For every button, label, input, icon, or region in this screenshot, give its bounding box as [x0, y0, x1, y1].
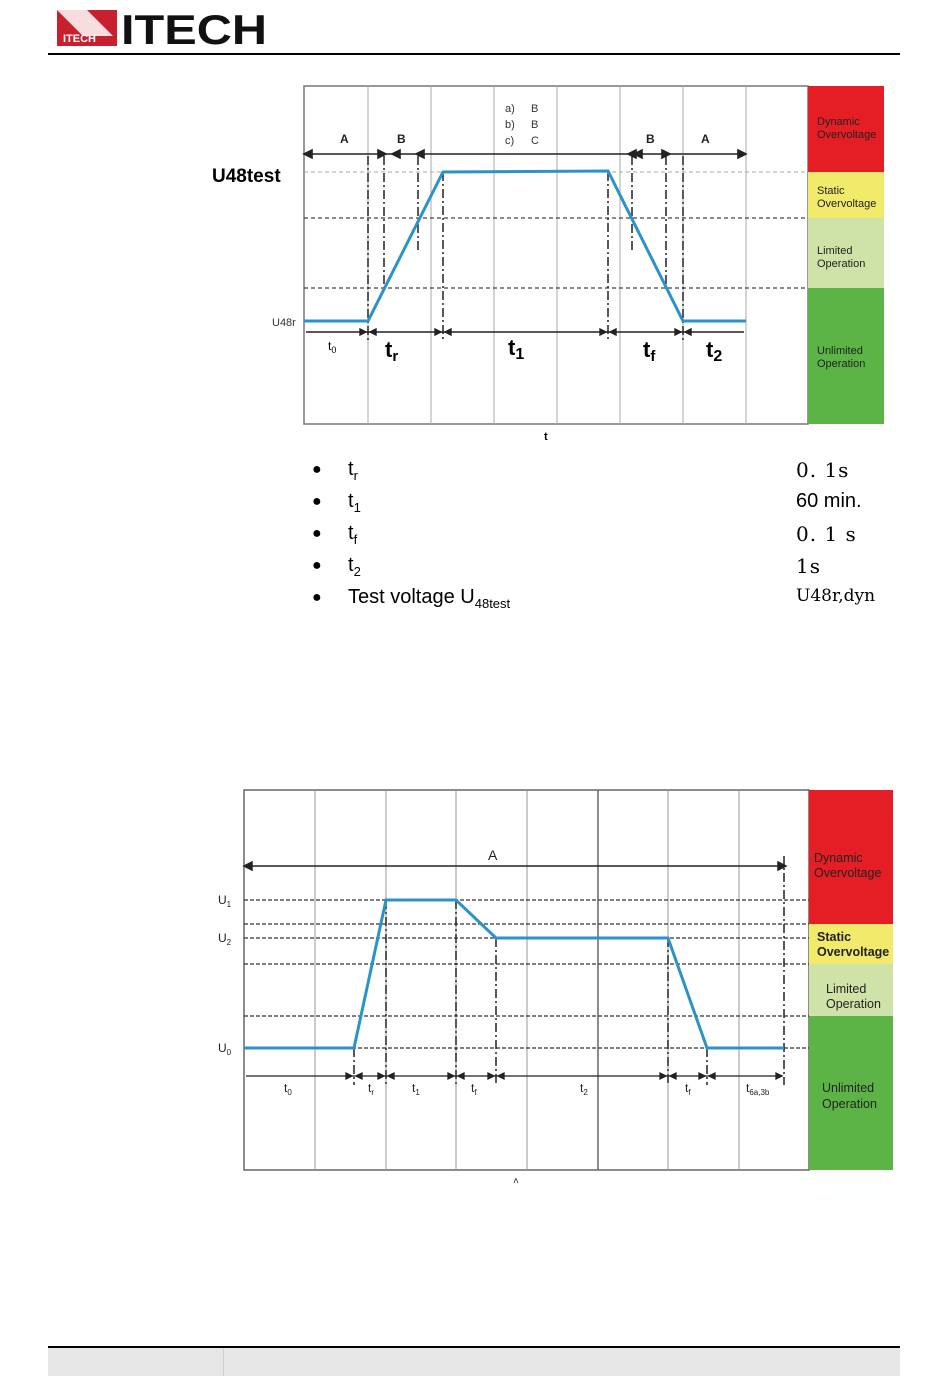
- header-rule: [48, 53, 900, 55]
- seg-label-b2: B: [646, 132, 655, 146]
- case-b: b): [505, 119, 515, 131]
- svg-text:ITECH: ITECH: [63, 33, 96, 45]
- zone2-dynamic-1: Dynamic: [814, 851, 863, 865]
- zone1-static-1: Static: [817, 185, 845, 197]
- u2-label: $U_2$: [218, 931, 232, 947]
- case-a: a): [505, 103, 515, 115]
- u0-label: $U_0$: [218, 1041, 232, 1057]
- t2-label: t: [706, 337, 714, 362]
- zone2-limited-1: Limited: [826, 982, 867, 996]
- zone1-limited-1: Limited: [817, 245, 853, 257]
- d2-t6a3b: $t_{6a,3b}$: [746, 1081, 770, 1097]
- param-test-voltage: ● Test voltage $U_{48test}$ U48r,dyn: [312, 586, 876, 611]
- case-b-value: B: [531, 119, 539, 131]
- zone2-unlimited-1: Unlimited: [822, 1081, 875, 1095]
- param-tr: ● $t_r$ 0. 1s: [312, 458, 850, 483]
- case-a-value: B: [531, 103, 539, 115]
- seg-label-a1: A: [340, 132, 349, 146]
- param-t2-value: 1s: [796, 554, 821, 578]
- zone2-limited-2: Operation: [826, 997, 881, 1011]
- t0-label: t: [328, 339, 332, 353]
- page-footer: [48, 1346, 900, 1376]
- span-label-a: A: [488, 847, 498, 863]
- tf-label: t: [643, 337, 651, 362]
- d2-tf: $t_f$: [471, 1081, 477, 1097]
- t0-sub: 0: [331, 345, 337, 355]
- zone1-limited-2: Operation: [817, 258, 866, 270]
- param-tf: ● $t_f$ 0. 1 s: [312, 522, 857, 547]
- zone2-unlimited-2: Operation: [822, 1097, 877, 1111]
- d2-t1: $t_1$: [412, 1081, 420, 1097]
- zone2-static-2: Overvoltage: [817, 945, 890, 959]
- t1-label: t: [508, 335, 516, 360]
- test-pulse-diagram-1: [200, 80, 890, 450]
- d2-tf2: $t_f$: [685, 1081, 691, 1097]
- u48r-label: U48r: [272, 317, 296, 329]
- u1-label: $U_1$: [218, 893, 232, 909]
- zone2-static-1: Static: [817, 930, 852, 944]
- param-t2: ● $t_2$ 1s: [312, 554, 821, 579]
- d2-t2: $t_2$: [580, 1081, 588, 1097]
- param-t1-value: 60 min.: [796, 490, 862, 512]
- tf-sub: f: [650, 348, 656, 365]
- test-parameter-list: [308, 458, 878, 618]
- case-c: c): [505, 135, 515, 147]
- itech-logo: [57, 8, 267, 48]
- param-tr-value: 0. 1s: [796, 458, 850, 482]
- t1-sub: 1: [515, 346, 525, 363]
- zone1-static-2: Overvoltage: [817, 198, 877, 210]
- d2-tr: $t_r$: [368, 1081, 375, 1097]
- time-axis-label: t: [544, 431, 548, 443]
- tr-sub: r: [392, 348, 399, 365]
- test-pulse-diagram-2: [200, 780, 900, 1190]
- zone1-dynamic-1: Dynamic: [817, 116, 860, 128]
- zone2-dynamic-2: Overvoltage: [814, 866, 882, 880]
- svg-text:ITECH: ITECH: [121, 8, 267, 48]
- d2-axis-tick: ˄: [513, 1176, 519, 1187]
- seg-label-a2: A: [701, 132, 710, 146]
- seg-label-b1: B: [397, 132, 406, 146]
- footer-separator: [223, 1348, 224, 1376]
- u48test-label: U48test: [212, 166, 281, 187]
- tr-label: t: [385, 337, 393, 362]
- param-t1: ● $t_1$ 60 min.: [312, 490, 862, 515]
- zone1-dynamic-2: Overvoltage: [817, 129, 877, 141]
- d2-t0: $t_0$: [284, 1081, 292, 1097]
- t2-sub: 2: [713, 348, 723, 365]
- zone1-unlimited-2: Operation: [817, 358, 866, 370]
- case-c-value: C: [531, 135, 539, 147]
- param-tf-value: 0. 1 s: [796, 522, 857, 546]
- param-test-voltage-value: U48r,dyn: [796, 586, 876, 606]
- zone1-unlimited-1: Unlimited: [817, 345, 863, 357]
